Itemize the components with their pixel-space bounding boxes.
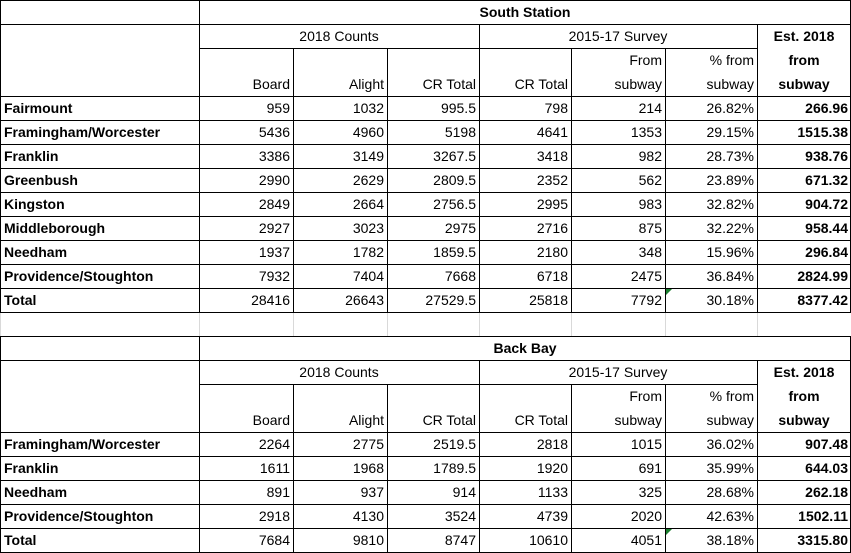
board-cell[interactable]: 5436: [258, 124, 290, 140]
est-header-line2[interactable]: from: [788, 52, 820, 68]
cr-total-survey-cell[interactable]: 25818: [529, 292, 568, 308]
grid-line: [293, 312, 294, 336]
header-cr-total[interactable]: CR Total: [422, 76, 476, 92]
cr-total-survey-cell[interactable]: 2995: [536, 196, 568, 212]
board-cell[interactable]: 1937: [258, 244, 290, 260]
line-name-cell[interactable]: Kingston: [4, 196, 65, 212]
est-from-subway-cell[interactable]: 958.44: [805, 220, 848, 236]
table-row: [0, 96, 851, 120]
cr-total-cell[interactable]: 3524: [444, 508, 476, 524]
grid-line: [199, 336, 200, 552]
est-from-subway-cell[interactable]: 296.84: [805, 244, 848, 260]
table-row: [0, 120, 851, 144]
header-from-subway-1[interactable]: From: [629, 388, 662, 404]
grid-line: [387, 312, 388, 336]
grid-line: [0, 240, 851, 241]
est-from-subway-cell[interactable]: 1502.11: [798, 508, 848, 524]
from-subway-cell[interactable]: 2475: [630, 268, 662, 284]
cr-total-cell[interactable]: 8747: [444, 532, 476, 548]
board-cell[interactable]: 891: [266, 484, 290, 500]
line-name-cell[interactable]: Greenbush: [4, 172, 78, 188]
line-name-cell[interactable]: Framingham/Worcester: [4, 124, 161, 140]
group-header-row: [0, 24, 851, 48]
alight-cell[interactable]: 1968: [352, 460, 384, 476]
pct-from-subway-cell[interactable]: 30.18%: [706, 292, 754, 308]
line-name-cell[interactable]: Fairmount: [4, 100, 73, 116]
pct-from-subway-cell[interactable]: 28.68%: [706, 484, 754, 500]
pct-from-subway-cell[interactable]: 38.18%: [706, 532, 754, 548]
pct-from-subway-cell[interactable]: 35.99%: [706, 460, 754, 476]
board-cell[interactable]: 2849: [258, 196, 290, 212]
est-from-subway-cell[interactable]: 904.72: [805, 196, 848, 212]
cr-total-cell[interactable]: 1859.5: [433, 244, 476, 260]
est-header-line1[interactable]: Est. 2018: [773, 364, 835, 380]
group-header-counts[interactable]: 2018 Counts: [299, 364, 379, 380]
grid-line: [0, 144, 851, 145]
pct-from-subway-cell[interactable]: 15.96%: [706, 244, 754, 260]
cr-total-survey-cell[interactable]: 2818: [536, 436, 568, 452]
table-row: [0, 216, 851, 240]
board-cell[interactable]: 7684: [258, 532, 290, 548]
cr-total-survey-cell[interactable]: 3418: [536, 148, 568, 164]
grid-line: [479, 24, 480, 312]
line-name-cell[interactable]: Needham: [4, 484, 68, 500]
alight-cell[interactable]: 2775: [352, 436, 384, 452]
grid-line: [0, 528, 851, 529]
cr-total-survey-cell[interactable]: 2180: [536, 244, 568, 260]
grid-line: [757, 312, 758, 336]
group-header-counts[interactable]: 2018 Counts: [299, 28, 379, 44]
header-board[interactable]: Board: [252, 412, 290, 428]
cr-total-cell[interactable]: 3267.5: [433, 148, 476, 164]
line-name-cell[interactable]: Franklin: [4, 460, 59, 476]
pct-from-subway-cell[interactable]: 36.02%: [706, 436, 754, 452]
grid-line: [0, 312, 851, 313]
grid-line: [0, 120, 851, 121]
est-header-line3[interactable]: subway: [778, 76, 830, 92]
grid-line: [479, 312, 480, 336]
from-subway-cell[interactable]: 348: [638, 244, 662, 260]
board-cell[interactable]: 2990: [258, 172, 290, 188]
grid-line: [0, 0, 1, 312]
grid-line: [199, 48, 757, 49]
header-from-subway-1[interactable]: From: [629, 52, 662, 68]
grid-line: [0, 288, 851, 289]
cr-total-cell[interactable]: 2975: [444, 220, 476, 236]
line-name-cell[interactable]: Total: [4, 532, 37, 548]
from-subway-cell[interactable]: 982: [638, 148, 662, 164]
grid-line: [0, 360, 851, 361]
pct-from-subway-cell[interactable]: 42.63%: [706, 508, 754, 524]
grid-line: [757, 24, 758, 312]
est-from-subway-cell[interactable]: 644.03: [805, 460, 848, 476]
grid-line: [0, 168, 851, 169]
table-row: [0, 456, 851, 480]
grid-line: [0, 96, 851, 97]
error-indicator-icon: [666, 529, 672, 535]
pct-from-subway-cell[interactable]: 32.22%: [706, 220, 754, 236]
est-header-line1[interactable]: Est. 2018: [773, 28, 835, 44]
title-row: [0, 336, 851, 360]
grid-line: [199, 384, 757, 385]
grid-line: [665, 48, 666, 312]
cr-total-cell[interactable]: 995.5: [440, 100, 476, 116]
header-pct-from-subway-1[interactable]: % from: [709, 52, 754, 68]
from-subway-cell[interactable]: 1015: [630, 436, 662, 452]
table-row: [0, 432, 851, 456]
header-from-subway-2[interactable]: subway: [614, 76, 662, 92]
grid-line: [0, 24, 851, 25]
pct-from-subway-cell[interactable]: 36.84%: [706, 268, 754, 284]
table-row: [0, 240, 851, 264]
est-header-line3[interactable]: subway: [778, 412, 830, 428]
alight-cell[interactable]: 4130: [352, 508, 384, 524]
alight-cell[interactable]: 3023: [352, 220, 384, 236]
table-row: [0, 504, 851, 528]
grid-line: [571, 312, 572, 336]
from-subway-cell[interactable]: 562: [638, 172, 662, 188]
grid-line: [757, 360, 758, 552]
cr-total-survey-cell[interactable]: 6718: [536, 268, 568, 284]
cr-total-cell[interactable]: 2519.5: [433, 436, 476, 452]
alight-cell[interactable]: 1032: [352, 100, 384, 116]
est-from-subway-cell[interactable]: 907.48: [805, 436, 848, 452]
est-from-subway-cell[interactable]: 2824.99: [797, 268, 848, 284]
table-row: [0, 192, 851, 216]
grid-line: [0, 216, 851, 217]
pct-from-subway-cell[interactable]: 26.82%: [706, 100, 754, 116]
alight-cell[interactable]: 3149: [352, 148, 384, 164]
grid-line: [571, 384, 572, 552]
subheader-row-1: [0, 384, 851, 408]
grid-line: [293, 48, 294, 312]
cr-total-survey-cell[interactable]: 1920: [536, 460, 568, 476]
grid-line: [387, 48, 388, 312]
header-pct-from-subway-2[interactable]: subway: [706, 412, 754, 428]
est-from-subway-cell[interactable]: 938.76: [805, 148, 848, 164]
header-cr-total-survey[interactable]: CR Total: [514, 412, 568, 428]
board-cell[interactable]: 2927: [258, 220, 290, 236]
est-from-subway-cell[interactable]: 671.32: [805, 172, 848, 188]
header-board[interactable]: Board: [252, 76, 290, 92]
table-title[interactable]: Back Bay: [493, 340, 557, 356]
from-subway-cell[interactable]: 691: [638, 460, 662, 476]
cr-total-survey-cell[interactable]: 4641: [536, 124, 568, 140]
alight-cell[interactable]: 937: [360, 484, 384, 500]
table-title[interactable]: South Station: [479, 4, 571, 20]
grid-line: [665, 312, 666, 336]
grid-line: [479, 360, 480, 552]
grid-line: [293, 384, 294, 552]
table-row: [0, 144, 851, 168]
cr-total-cell[interactable]: 5198: [444, 124, 476, 140]
from-subway-cell[interactable]: 214: [638, 100, 662, 116]
grid-line: [199, 312, 200, 336]
from-subway-cell[interactable]: 2020: [630, 508, 662, 524]
cr-total-survey-cell[interactable]: 4739: [536, 508, 568, 524]
grid-line: [0, 192, 851, 193]
grid-line: [665, 384, 666, 552]
line-name-cell[interactable]: Total: [4, 292, 37, 308]
grid-line: [387, 384, 388, 552]
cr-total-survey-cell[interactable]: 2716: [536, 220, 568, 236]
grid-line: [0, 456, 851, 457]
grid-line: [0, 504, 851, 505]
board-cell[interactable]: 3386: [258, 148, 290, 164]
line-name-cell[interactable]: Middleborough: [4, 220, 106, 236]
alight-cell[interactable]: 2664: [352, 196, 384, 212]
from-subway-cell[interactable]: 875: [638, 220, 662, 236]
error-indicator-icon: [666, 289, 672, 295]
alight-cell[interactable]: 4960: [352, 124, 384, 140]
grid-line: [571, 48, 572, 312]
pct-from-subway-cell[interactable]: 32.82%: [706, 196, 754, 212]
title-row: [0, 0, 851, 24]
board-cell[interactable]: 959: [266, 100, 290, 116]
cr-total-cell[interactable]: 2809.5: [433, 172, 476, 188]
cr-total-cell[interactable]: 27529.5: [425, 292, 476, 308]
table-row: [0, 480, 851, 504]
est-from-subway-cell[interactable]: 3315.80: [797, 532, 848, 548]
header-pct-from-subway-2[interactable]: subway: [706, 76, 754, 92]
subheader-row-1: [0, 48, 851, 72]
cr-total-survey-cell[interactable]: 10610: [529, 532, 568, 548]
from-subway-cell[interactable]: 7792: [630, 292, 662, 308]
subheader-row-2: [0, 72, 851, 96]
line-name-cell[interactable]: Framingham/Worcester: [4, 436, 161, 452]
from-subway-cell[interactable]: 325: [638, 484, 662, 500]
est-from-subway-cell[interactable]: 8377.42: [797, 292, 848, 308]
cr-total-survey-cell[interactable]: 2352: [536, 172, 568, 188]
grid-line: [0, 480, 851, 481]
subheader-row-2: [0, 408, 851, 432]
est-header-line2[interactable]: from: [788, 388, 820, 404]
cr-total-cell[interactable]: 7668: [444, 268, 476, 284]
grid-line: [199, 0, 200, 312]
cr-total-cell[interactable]: 2756.5: [433, 196, 476, 212]
pct-from-subway-cell[interactable]: 29.15%: [706, 124, 754, 140]
board-cell[interactable]: 2264: [258, 436, 290, 452]
pct-from-subway-cell[interactable]: 28.73%: [706, 148, 754, 164]
line-name-cell[interactable]: Franklin: [4, 148, 59, 164]
est-from-subway-cell[interactable]: 1515.38: [797, 124, 848, 140]
cr-total-survey-cell[interactable]: 1133: [537, 484, 568, 500]
board-cell[interactable]: 28416: [251, 292, 290, 308]
alight-cell[interactable]: 2629: [352, 172, 384, 188]
group-header-survey[interactable]: 2015-17 Survey: [568, 28, 668, 44]
header-cr-total-survey[interactable]: CR Total: [514, 76, 568, 92]
group-header-row: [0, 360, 851, 384]
group-header-survey[interactable]: 2015-17 Survey: [568, 364, 668, 380]
alight-cell[interactable]: 26643: [345, 292, 384, 308]
total-row: [0, 528, 851, 552]
grid-line: [0, 264, 851, 265]
alight-cell[interactable]: 9810: [352, 532, 384, 548]
from-subway-cell[interactable]: 983: [638, 196, 662, 212]
est-from-subway-cell[interactable]: 266.96: [805, 100, 848, 116]
from-subway-cell[interactable]: 4051: [630, 532, 662, 548]
table-row: [0, 264, 851, 288]
grid-line: [0, 0, 851, 1]
grid-line: [0, 432, 851, 433]
alight-cell[interactable]: 7404: [352, 268, 384, 284]
board-cell[interactable]: 7932: [258, 268, 290, 284]
line-name-cell[interactable]: Providence/Stoughton: [4, 508, 154, 524]
header-alight[interactable]: Alight: [348, 412, 384, 428]
from-subway-cell[interactable]: 1353: [630, 124, 662, 140]
alight-cell[interactable]: 1782: [352, 244, 384, 260]
header-alight[interactable]: Alight: [348, 76, 384, 92]
board-cell[interactable]: 1611: [259, 460, 290, 476]
line-name-cell[interactable]: Providence/Stoughton: [4, 268, 154, 284]
grid-line: [0, 336, 851, 337]
header-from-subway-2[interactable]: subway: [614, 412, 662, 428]
header-pct-from-subway-1[interactable]: % from: [709, 388, 754, 404]
line-name-cell[interactable]: Needham: [4, 244, 68, 260]
header-cr-total[interactable]: CR Total: [422, 412, 476, 428]
grid-line: [0, 336, 1, 552]
table-row: [0, 168, 851, 192]
cr-total-cell[interactable]: 914: [452, 484, 476, 500]
est-from-subway-cell[interactable]: 262.18: [805, 484, 848, 500]
total-row: [0, 288, 851, 312]
pct-from-subway-cell[interactable]: 23.89%: [706, 172, 754, 188]
grid-line: [0, 312, 1, 336]
board-cell[interactable]: 2918: [258, 508, 290, 524]
cr-total-cell[interactable]: 1789.5: [433, 460, 476, 476]
cr-total-survey-cell[interactable]: 798: [544, 100, 568, 116]
